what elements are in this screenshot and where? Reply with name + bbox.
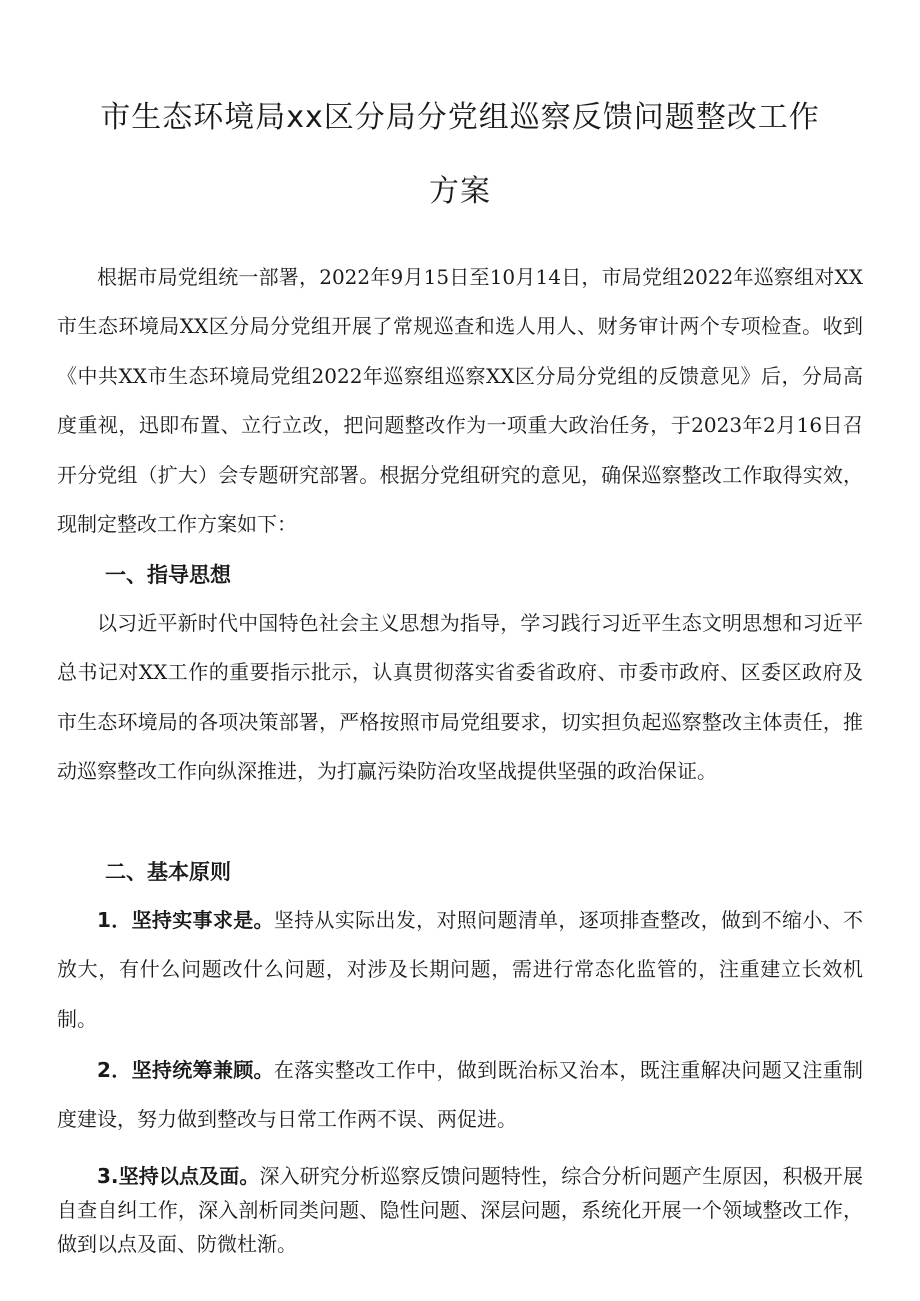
principle-lead: 2．坚持统筹兼顾。 (97, 1058, 274, 1082)
document-title-line-2: 方案 (429, 174, 491, 209)
section-2-heading: 二、基本原则 (105, 860, 231, 884)
principle-text: 深入研究分析巡察反馈问题特性，综合分析问题产生原因，积极开展自查自纠工作，深入剖析同类问题、隐性问题、深层问题，系统化开展一个领域整改工作，做到以点及面、防微杜渐。 (57, 1164, 863, 1256)
principle-text: 坚持从实际出发，对照问题清单，逐项排查整改，做到不缩小、不放大，有什么问题改什么问题，对涉及长期问题，需进行常态化监管的，注重建立长效机制。 (57, 908, 863, 1031)
section-1-heading: 一、指导思想 (105, 563, 231, 587)
intro-paragraph: 根据市局党组统一部署，2022年9月15日至10月14日，市局党组2022年巡察组对XX市生态环境局XX区分局分党组开展了常规巡查和选人用人、财务审计两个专项检查。收到《中共XX市生态环境局党组2022年巡察组巡察XX区分局分党组的反馈意见》后，分局高度重视，迅即布置、立行立改，把问题整改作为一项重大政治任务，于2023年2月16日召开分党组（扩大）会专题研究部署。根据分党组研究的意见，确保巡察整改工作取得实效，现制定整改工作方案如下： (57, 265, 863, 537)
principle-text: 在落实整改工作中，做到既治标又治本，既注重解决问题又注重制度建设，努力做到整改与日常工作两不误、两促进。 (57, 1058, 863, 1132)
principle-lead: 1．坚持实事求是。 (97, 908, 274, 932)
principle-item (57, 896, 863, 1044)
principle-item (57, 1159, 863, 1261)
principle-lead: 3.坚持以点及面。 (97, 1164, 260, 1188)
principle-item (57, 1046, 863, 1145)
document-title-line-1: 市生态环境局xx区分局分党组巡察反馈问题整改工作 (100, 100, 820, 135)
section-1-paragraph: 以习近平新时代中国特色社会主义思想为指导，学习践行习近平生态文明思想和习近平总书记对XX工作的重要指示批示，认真贯彻落实省委省政府、市委市政府、区委区政府及市生态环境局的各项决策部署，严格按照市局党组要求，切实担负起巡察整改主体责任，推动巡察整改工作向纵深推进，为打赢污染防治攻坚战提供坚强的政治保证。 (57, 611, 863, 784)
